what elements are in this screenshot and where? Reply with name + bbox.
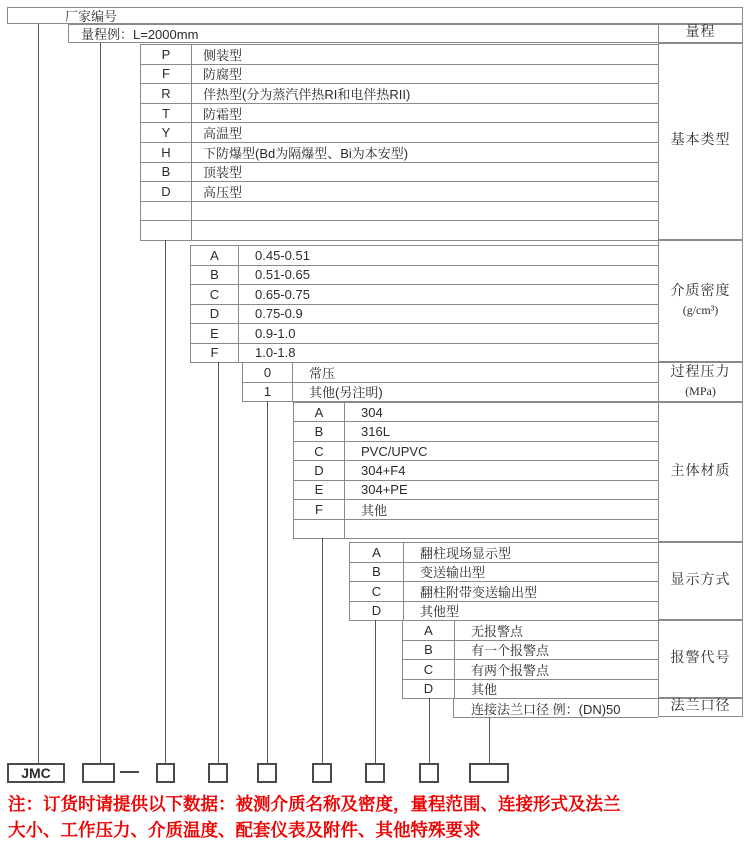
connector-line [38,24,39,763]
desc-cell: 常压 [309,365,336,381]
code-cell: D [314,463,324,479]
desc-cell: 0.75-0.9 [255,306,303,322]
connector-line [218,362,219,763]
table-row [141,45,658,65]
factory-number-label: 厂家编号 [65,9,118,24]
category-label-main-material: 主体材质 [658,402,743,542]
connector-line [489,717,490,763]
code-cell: A [210,247,219,263]
code-cell: B [314,424,324,440]
code-cell: B [210,267,219,283]
code-cell: A [314,404,324,420]
model-code-box [82,763,115,783]
category-label-flange-size: 法兰口径 [658,698,743,717]
table-row [294,500,658,519]
desc-cell: 有两个报警点 [471,662,550,678]
code-cell: B [161,164,171,180]
desc-cell: 304+PE [361,482,408,498]
table-row [294,461,658,480]
category-label-medium-density: 介质密度 (g/cm³) [658,240,743,362]
connector-line [267,401,268,763]
table-row [454,699,658,718]
basic-type-table [140,44,658,241]
code-cell: B [424,642,433,658]
table-row [350,563,658,583]
table-row [191,266,658,286]
code-cell: B [372,564,381,580]
code-cell: F [210,345,219,361]
code-cell: A [424,622,433,638]
factory-number-row [7,7,743,24]
desc-cell: 304+F4 [361,463,406,479]
desc-cell: 304 [361,404,383,420]
table-row [141,182,658,202]
code-cell: 1 [263,384,272,400]
desc-cell: 有一个报警点 [471,643,550,659]
desc-cell: 其他型 [420,604,460,620]
category-label-alarm-code: 报警代号 [658,620,743,698]
table-row [191,246,658,266]
code-cell: 0 [263,364,272,380]
model-code-box [419,763,439,783]
desc-cell: 高压型 [203,184,243,200]
model-code-box [469,763,509,783]
code-cell: C [371,583,382,599]
table-row [191,285,658,305]
table-row [191,305,658,325]
desc-cell: 0.51-0.65 [255,267,310,283]
desc-cell: 防霜型 [203,106,243,122]
table-row [350,582,658,602]
category-label-basic-type: 基本类型 [658,43,743,240]
desc-cell: 顶装型 [203,165,243,181]
desc-cell: 其他 [471,682,498,698]
desc-cell: 1.0-1.8 [255,345,296,361]
category-label-range: 量程 [658,24,743,43]
desc-cell: PVC/UPVC [361,443,428,459]
code-cell: H [161,144,171,160]
model-separator-dash [120,771,139,773]
table-row [141,104,658,124]
table-row [191,344,658,364]
code-cell: C [314,443,324,459]
order-note [8,791,750,843]
model-code-box [257,763,277,783]
connector-line [322,538,323,763]
table-row [294,403,658,422]
desc-cell: 其他(另注明) [309,385,383,401]
desc-cell: 防腐型 [203,67,243,83]
model-prefix-box: JMC [7,763,65,783]
desc-cell: 316L [361,424,390,440]
table-row [141,221,658,241]
code-cell: D [161,183,171,199]
desc-cell: 其他 [361,502,388,518]
connector-line [100,43,101,763]
connector-line [165,240,166,763]
desc-cell: 伴热型(分为蒸汽伴热RI和电伴热RII) [203,86,411,102]
flange-size-row [453,698,658,718]
code-cell: C [209,286,220,302]
note-line: 注：订货时请提供以下数据：被测介质名称及密度，量程范围、连接形式及法兰 [8,794,621,814]
desc-cell: 翻柱附带变送输出型 [420,584,538,600]
code-cell: T [162,105,170,121]
alarm-code-table [402,620,658,699]
category-label-display-mode: 显示方式 [658,542,743,620]
process-pressure-table [242,362,658,402]
medium-density-table [190,245,658,363]
code-cell: E [210,325,219,341]
code-cell: D [423,681,434,697]
table-row [403,621,658,641]
note-line: 大小、工作压力、介质温度、配套仪表及附件、其他特殊要求 [8,820,481,840]
table-row [141,163,658,183]
table-row [141,202,658,222]
code-cell: Y [161,125,171,141]
desc-cell: 无报警点 [471,623,524,639]
table-row [294,442,658,461]
desc-cell: 0.9-1.0 [255,325,296,341]
desc-cell: 0.45-0.51 [255,247,310,263]
code-cell: E [314,482,324,498]
table-row [141,65,658,85]
table-row [350,602,658,622]
model-code-box [312,763,332,783]
table-row [191,324,658,344]
connector-line [429,698,430,763]
display-mode-table [349,542,658,621]
category-label-process-pressure: 过程压力 (MPa) [658,362,743,402]
model-code-box [156,763,175,783]
desc-cell: 高温型 [203,126,243,142]
code-cell: C [423,661,434,677]
code-cell: R [161,85,171,101]
table-row [403,641,658,661]
code-cell: F [162,66,170,82]
desc-cell: 变送输出型 [420,565,486,581]
table-row [141,123,658,143]
table-row [141,143,658,163]
table-row [294,422,658,441]
table-row [350,543,658,563]
model-code-box [208,763,228,783]
table-row [294,481,658,500]
desc-cell: 翻柱现场显示型 [420,545,512,561]
code-cell: D [371,603,382,619]
connector-line [375,620,376,763]
code-cell: D [209,306,220,322]
desc-cell: 下防爆型(Bd为隔爆型、Bi为本安型) [203,145,409,161]
code-cell: A [372,544,381,560]
code-cell: F [315,501,323,517]
flange-size-text: 连接法兰口径 例：(DN)50 [471,701,621,717]
table-row [403,660,658,680]
table-row [141,84,658,104]
range-row [68,24,658,43]
range-example-text: 量程例：L=2000mm [81,27,199,42]
desc-cell: 0.65-0.75 [255,286,310,302]
table-row [403,680,658,700]
table-row [243,383,658,403]
desc-cell: 侧装型 [203,47,243,63]
model-code-box [365,763,385,783]
table-row [243,363,658,383]
table-row [294,520,658,539]
main-material-table [293,402,658,539]
code-cell: P [161,46,171,62]
